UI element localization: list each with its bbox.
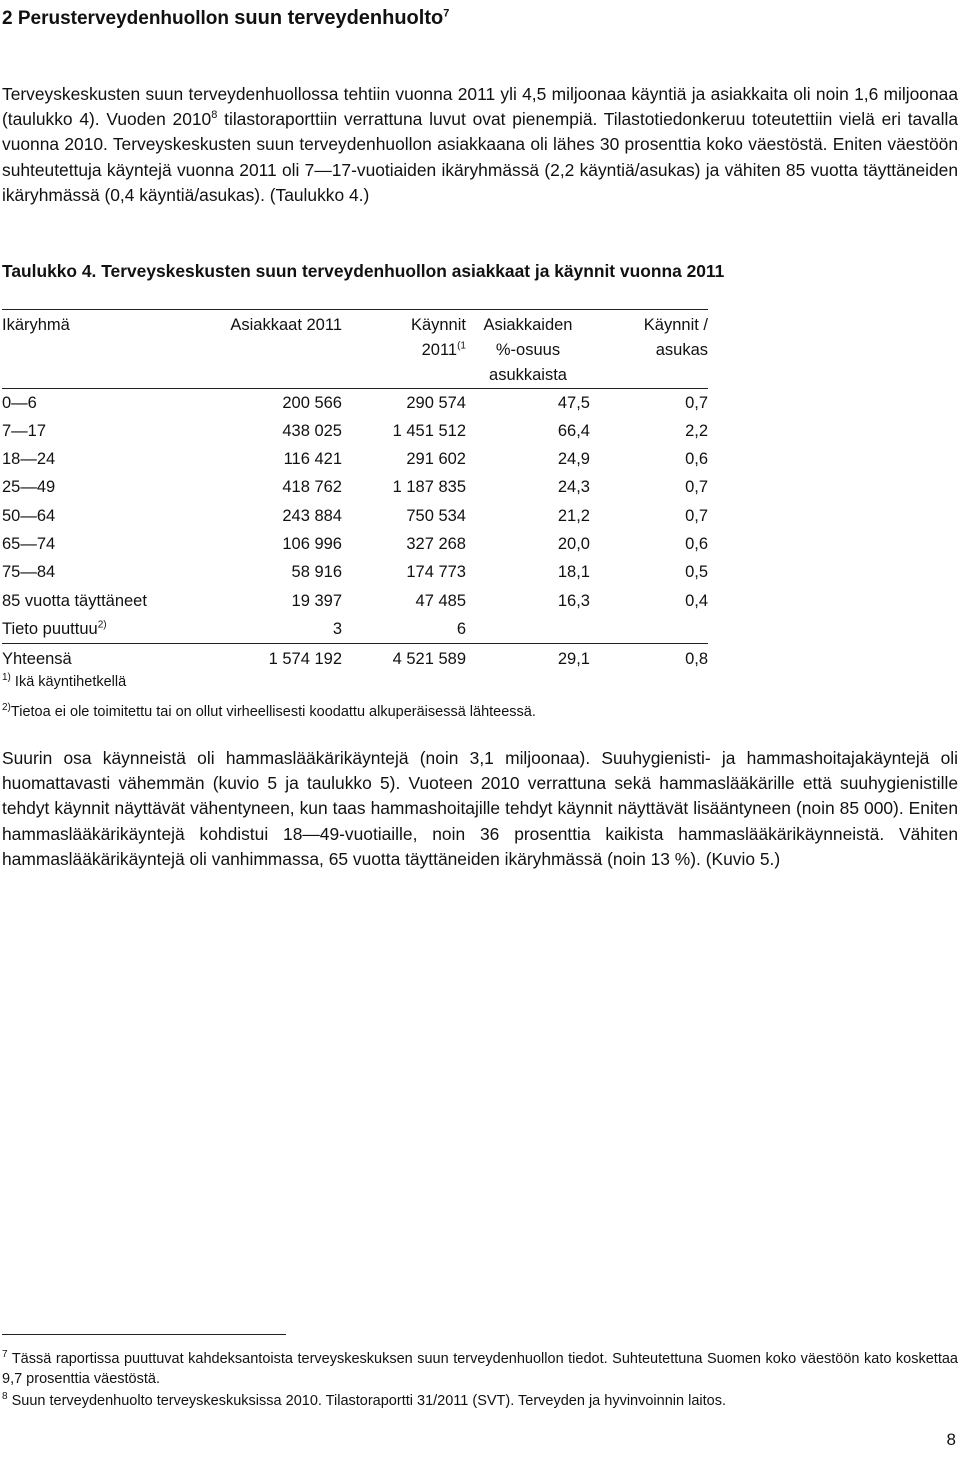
table-footnote-2-marker: 2) — [2, 702, 11, 714]
table-row — [2, 530, 708, 558]
cell-share: 47,5 — [557, 394, 590, 412]
header-share-line3: asukkaista — [489, 366, 567, 384]
header-share-line2: %-osuus — [495, 341, 561, 359]
footnote-7-text: Tässä raportissa puuttuvat kahdeksantoista terveyskeskuksen suun terveydenhuollon tiedot. Suhteutettuna Suomen koko väestöön kato koskettaa 9,7 prosenttia väestöstä. — [2, 1351, 958, 1387]
header-per-line1: Käynnit / — [643, 316, 708, 334]
footnote-8-number: 8 — [2, 1391, 8, 1403]
cell-visits: 750 534 — [406, 506, 466, 525]
header-share-line1: Asiakkaiden — [483, 316, 573, 334]
table-row — [2, 473, 708, 501]
cell-age — [2, 615, 204, 643]
body-paragraph: Suurin osa käynneistä oli hammaslääkärikäyntejä (noin 3,1 miljoonaa). Suuhygienisti- ja hammashoitajakäyntejä oli huomattavasti vähemmän (kuvio 5 ja taulukko 5). Vuoteen 2010 verrattuna sekä hammaslääkärille että suuhygienistille tehdyt käynnit näyttävät vähentyneen, kun taas hammashoitajille tehdyt käynnit näyttävät lisääntyneen (noin 85 000). Eniten hammaslääkärikäyntejä kohdistui 18—49-vuotiaille, noin 36 prosenttia kaikista hammaslääkärikäynneistä. Vähiten hammaslääkärikäyntejä oli vanhimmassa, 65 vuotta täyttäneiden ikäryhmässä (noin 13 %). (Kuvio 5.) — [2, 748, 958, 869]
cell-per-resident: 0,7 — [685, 478, 708, 497]
cell-visits: 1 451 512 — [392, 421, 466, 440]
cell-visits: 327 268 — [406, 534, 466, 553]
cell-visits: 291 602 — [406, 450, 466, 469]
cell-age: 75—84 — [2, 563, 56, 582]
cell-clients: 418 762 — [282, 478, 342, 497]
header-visits-per-resident — [590, 310, 708, 389]
cell-visits: 174 773 — [406, 563, 466, 582]
cell-per-resident: 0,7 — [685, 394, 708, 412]
table-row-total — [2, 643, 708, 671]
cell-share: 16,3 — [557, 591, 590, 610]
header-visits-line2: 2011 — [421, 341, 458, 359]
cell-clients: 19 397 — [291, 591, 342, 610]
cell-clients: 106 996 — [282, 534, 342, 553]
cell-visits: 1 187 835 — [392, 478, 466, 497]
table-footnote-1-text: Ikä käyntihetkellä — [10, 674, 127, 690]
cell-per-resident: 0,5 — [685, 563, 708, 582]
intro-text-part1: Terveyskeskusten suun terveydenhuollossa tehtiin vuonna 2011 yli 4,5 miljoonaa käyntiä ja asiakkaita oli noin 1,6 miljoonaa (taulukko 4). Vuoden 2010 — [2, 84, 958, 130]
cell-clients: 438 025 — [282, 421, 342, 440]
cell-visits: 290 574 — [406, 394, 466, 412]
table-row — [2, 445, 708, 473]
cell-per-resident: 0,6 — [685, 534, 708, 553]
table-footnote-1 — [2, 672, 126, 692]
footnote-divider — [2, 1334, 286, 1335]
section-heading — [2, 6, 449, 31]
header-visits-line1: Käynnit — [410, 316, 466, 334]
heading-footnote-ref: 7 — [443, 7, 450, 20]
header-visits — [342, 310, 466, 389]
cell-share: 24,9 — [557, 450, 590, 469]
cell-share: 18,1 — [557, 563, 590, 582]
cell-per-resident: 0,8 — [590, 643, 708, 671]
table-row — [2, 417, 708, 445]
cell-per-resident — [590, 615, 708, 643]
page-footnote-8 — [2, 1391, 958, 1411]
page-footnote-7 — [2, 1349, 958, 1389]
cell-age: 18—24 — [2, 450, 56, 469]
header-clients: Asiakkaat 2011 — [204, 310, 342, 389]
footnote-7-number: 7 — [2, 1349, 8, 1361]
table-header-row — [2, 310, 708, 389]
cell-share: 66,4 — [557, 421, 590, 440]
missing-footnote-ref: 2) — [97, 619, 107, 631]
cell-clients: 200 566 — [282, 394, 342, 412]
cell-clients: 116 421 — [283, 450, 342, 469]
cell-age: 7—17 — [2, 421, 47, 440]
cell-per-resident: 2,2 — [685, 421, 708, 440]
cell-visits: 47 485 — [415, 591, 466, 610]
table-footnote-2 — [2, 702, 536, 722]
header-visits-footnote-ref: (1 — [457, 340, 466, 352]
cell-clients: 58 916 — [291, 563, 342, 582]
cell-age: 0—6 — [2, 394, 37, 412]
cell-share: 20,0 — [557, 534, 590, 553]
missing-label: Tieto puuttuu — [2, 619, 98, 638]
cell-age: 65—74 — [2, 534, 56, 553]
page-number: 8 — [946, 1430, 956, 1449]
intro-paragraph — [2, 82, 958, 208]
cell-per-resident: 0,4 — [685, 591, 708, 610]
header-client-share — [466, 310, 590, 389]
cell-clients: 243 884 — [282, 506, 342, 525]
table-caption: Taulukko 4. Terveyskeskusten suun terveydenhuollon asiakkaat ja käynnit vuonna 2011 — [2, 261, 725, 281]
cell-age: 85 vuotta täyttäneet — [2, 591, 147, 610]
statistics-table-container — [2, 309, 708, 671]
cell-share: 24,3 — [557, 478, 590, 497]
table-row — [2, 558, 708, 586]
table-row — [2, 587, 708, 615]
cell-visits: 4 521 589 — [342, 643, 466, 671]
cell-visits: 6 — [456, 619, 466, 638]
table-row — [2, 389, 708, 417]
header-per-line2: asukas — [655, 341, 708, 359]
table-footnote-2-text: Tietoa ei ole toimitettu tai on ollut virheellisesti koodattu alkuperäisessä lähteessä. — [10, 704, 536, 720]
statistics-table — [2, 309, 708, 671]
cell-age: Yhteensä — [2, 643, 204, 671]
table-row — [2, 502, 708, 530]
table-row-missing — [2, 615, 708, 643]
header-age-group: Ikäryhmä — [2, 310, 204, 389]
intro-text-part2: tilastoraporttiin verrattuna luvut ovat pienempiä. Tilastotiedonkeruu toteutettiin vielä eri tavalla vuonna 2010. Terveyskeskusten suun terveydenhuollon asiakkaana oli lähes 30 prosenttia koko väestöstä. Eniten väestöön suhteutettuja käyntejä vuonna 2011 oli 7—17-vuotiaiden ikäryhmässä (2,2 käyntiä/asukas) ja vähiten 85 vuotta täyttäneiden ikäryhmässä (0,4 käyntiä/asukas). (Taulukko 4.) — [2, 109, 958, 205]
cell-per-resident: 0,7 — [685, 506, 708, 525]
heading-text-part2: suun terveydenhuolto — [234, 7, 444, 29]
cell-clients: 3 — [332, 619, 342, 638]
cell-share — [466, 615, 590, 643]
heading-text-part1: 2 Perusterveydenhuollon — [2, 8, 235, 29]
cell-share: 29,1 — [466, 643, 590, 671]
cell-share: 21,2 — [557, 506, 590, 525]
intro-footnote-ref: 8 — [211, 109, 218, 122]
cell-age: 50—64 — [2, 506, 56, 525]
cell-per-resident: 0,6 — [685, 450, 708, 469]
cell-age: 25—49 — [2, 478, 56, 497]
table-footnote-1-marker: 1) — [2, 672, 11, 684]
footnote-8-text: Suun terveydenhuolto terveyskeskuksissa 2010. Tilastoraportti 31/2011 (SVT). Terveyden ja hyvinvoinnin laitos. — [7, 1393, 726, 1409]
cell-clients: 1 574 192 — [204, 643, 342, 671]
